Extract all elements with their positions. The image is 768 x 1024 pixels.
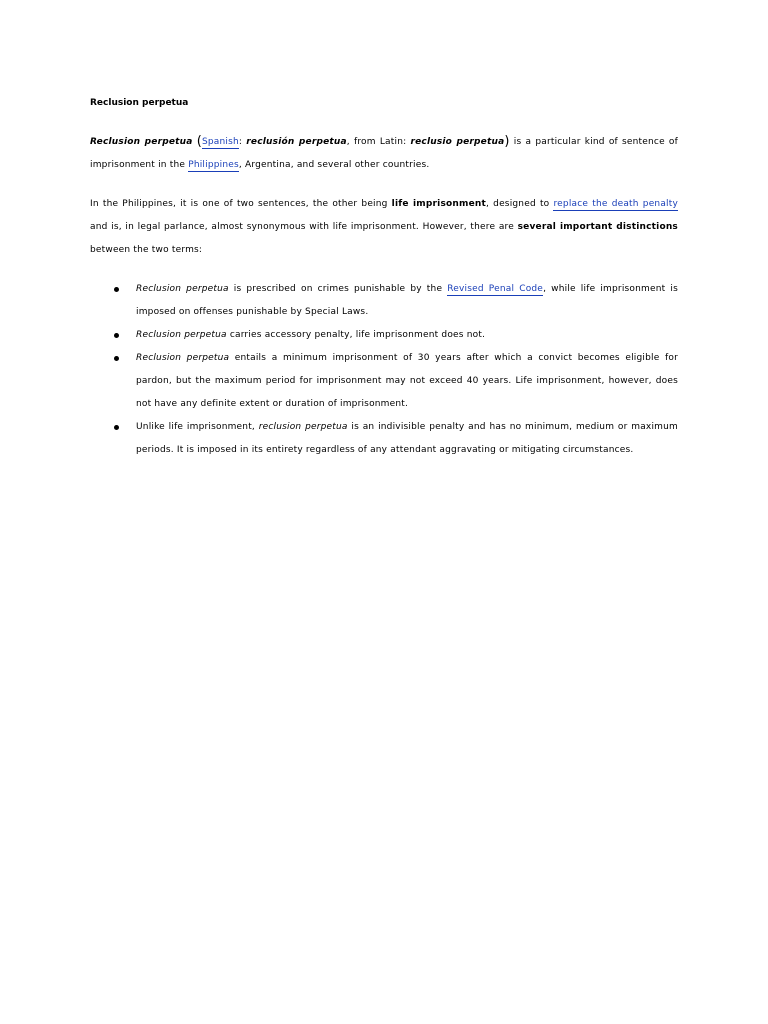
life-imprisonment-bold: life imprisonment [391, 199, 486, 209]
list-item [90, 278, 678, 324]
para2-text-1: In the Philippines, it is one of two sentences, the other being [90, 199, 392, 209]
intro-term: Reclusion perpetua [90, 137, 193, 147]
bullet-text: is prescribed on crimes punishable by the [228, 284, 448, 294]
bullet-dot [114, 356, 119, 361]
from-latin-text: , from Latin: [346, 137, 411, 147]
distinctions-paragraph [90, 193, 678, 262]
colon-text: : [238, 137, 247, 147]
bullet-term: Reclusion perpetua [136, 353, 230, 363]
para2-text-2: , designed to [486, 199, 554, 209]
latin-term: reclusio perpetua [410, 137, 505, 147]
bullet-term: reclusion perpetua [258, 422, 348, 432]
document-title: Reclusion perpetua [90, 98, 189, 108]
bullet-text: entails a minimum imprisonment of 30 years after which a convict becomes eligible for pardon, but the maximum period for imprisonment may not exceed 40 years. Life imprisonment, however, does not have any definite extent or duration of imprisonment. [136, 353, 678, 409]
close-paren: ) [504, 134, 510, 149]
bullet-dot [114, 425, 119, 430]
philippines-link[interactable]: Philippines [188, 160, 239, 170]
intro-text-1: is a particular kind of sentence of imprisonment in the [90, 137, 679, 170]
list-item [90, 416, 678, 462]
para2-text-4: between the two terms: [90, 245, 203, 255]
bullet-term: Reclusion perpetua [136, 330, 227, 340]
list-item [90, 347, 678, 416]
distinctions-bold: several important distinctions [517, 222, 678, 232]
open-paren: ( [196, 134, 202, 149]
bullet-text: carries accessory penalty, life imprisonment does not. [226, 330, 486, 340]
bullet-dot [114, 287, 119, 292]
bullet-pre-text: Unlike life imprisonment, [136, 422, 259, 432]
list-item [90, 324, 678, 347]
bullet-text: is an indivisible penalty and has no minimum, medium or maximum periods. It is imposed in its entirety regardless of any attendant aggravating or mitigating circumstances. [136, 422, 678, 455]
distinctions-list [90, 278, 678, 462]
intro-paragraph [90, 130, 678, 177]
revised-penal-code-link[interactable]: Revised Penal Code [447, 284, 544, 294]
document-body [90, 92, 678, 462]
death-penalty-link[interactable]: replace the death penalty [553, 199, 679, 209]
para2-text-3: and is, in legal parlance, almost synonymous with life imprisonment. However, there are [90, 222, 518, 232]
intro-text-2: , Argentina, and several other countries. [238, 160, 430, 170]
bullet-term: Reclusion perpetua [136, 284, 229, 294]
bullet-dot [114, 333, 119, 338]
spanish-term: reclusión perpetua [246, 137, 347, 147]
spanish-link[interactable]: Spanish [201, 137, 239, 147]
bullet-text-2: , while life imprisonment is imposed on offenses punishable by Special Laws. [136, 284, 678, 317]
